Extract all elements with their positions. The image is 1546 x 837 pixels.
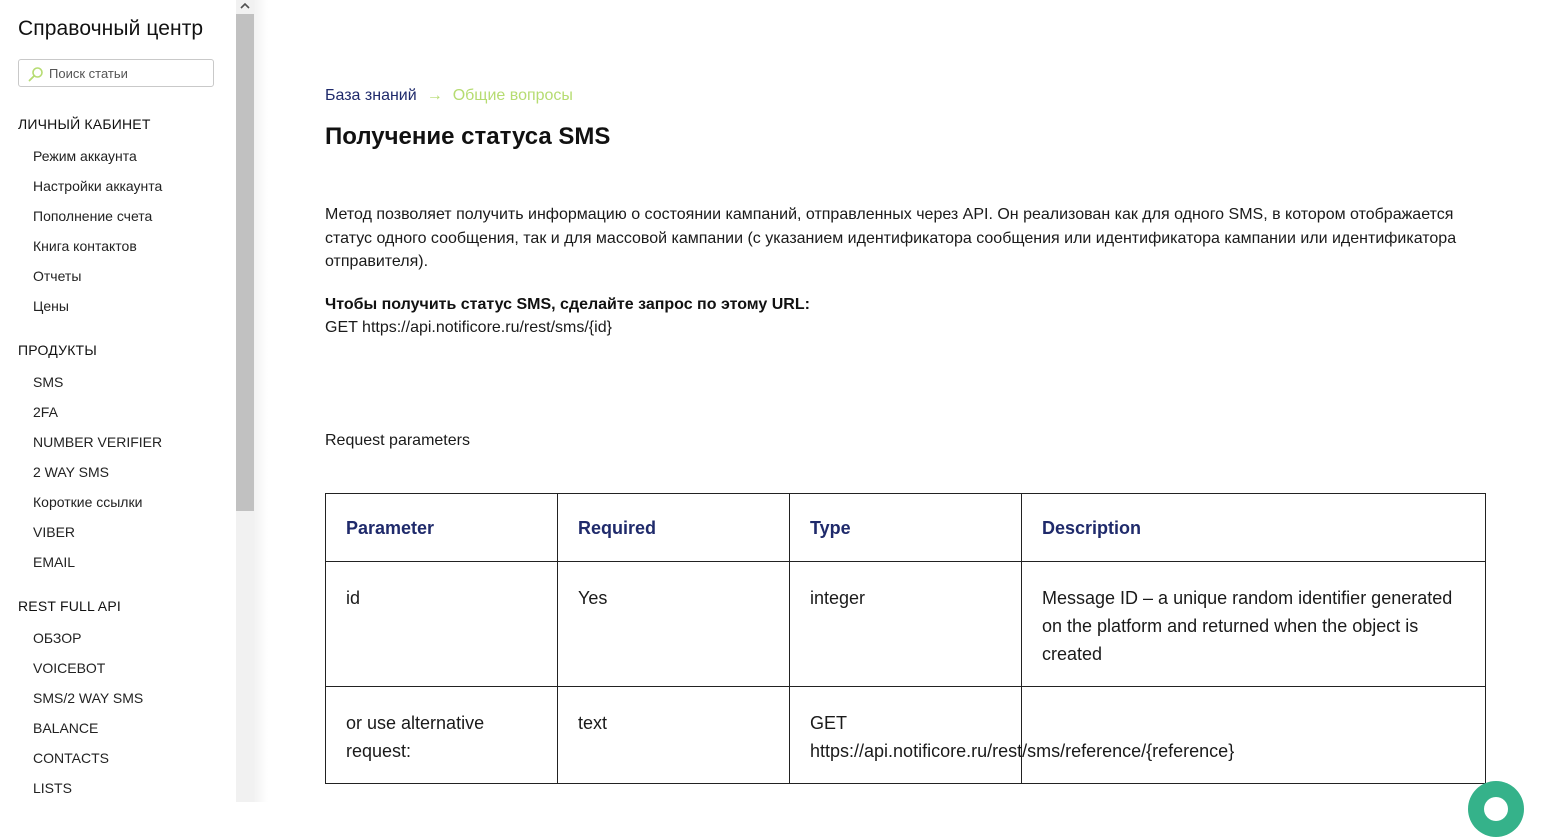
scroll-up-button[interactable] [236,0,254,14]
column-header-parameter: Parameter [326,494,558,562]
table-cell: Message ID – a unique random identifier generated on the platform and returned when the object is created [1022,562,1486,687]
table-cell: id [326,562,558,687]
sidebar-item-viber[interactable]: VIBER [33,524,76,540]
scrollbar-thumb[interactable] [236,14,254,511]
column-header-required: Required [558,494,790,562]
chat-widget-button[interactable] [1468,781,1524,837]
search-input[interactable] [49,61,209,85]
table-cell: GET https://api.notificore.ru/rest/sms/reference/{reference} [790,687,1022,784]
intro-paragraph: Метод позволяет получить информацию о состоянии кампаний, отправленных через API. Он реализован как для одного SMS, в котором отображается статус одного сообщения, так и для массовой кампании (с указанием идентификатора сообщения или идентификатора кампании или идентификатора отправителя). [325,206,1457,270]
table-cell [1022,687,1486,784]
sidebar-item-email[interactable]: EMAIL [33,554,76,570]
sidebar-item-short-links[interactable]: Короткие ссылки [33,494,143,510]
sidebar-item-lists[interactable]: LISTS [33,780,72,796]
request-url: GET https://api.notificore.ru/rest/sms/{id} [325,319,612,336]
request-parameters-label: Request parameters [325,432,470,449]
sidebar-item-balance[interactable]: BALANCE [33,720,99,736]
sidebar-item-contact-book[interactable]: Книга контактов [33,238,137,254]
table-cell: Yes [558,562,790,687]
table-row [326,687,1486,784]
table-cell: integer [790,562,1022,687]
request-instruction: Чтобы получить статус SMS, сделайте запрос по этому URL: [325,296,810,313]
nav-heading: ЛИЧНЫЙ КАБИНЕТ [18,116,151,132]
search-box[interactable] [18,59,214,87]
nav-section-account [18,114,228,321]
table-row [326,562,1486,687]
sidebar-item-2fa[interactable]: 2FA [33,404,58,420]
breadcrumb [325,87,573,105]
breadcrumb-home-link[interactable]: База знаний [325,87,417,104]
table-header-row [326,494,1486,562]
parameters-table [325,493,1486,784]
nav-heading: ПРОДУКТЫ [18,342,97,358]
table-cell: text [558,687,790,784]
nav-section-rest-api [18,596,228,802]
sidebar-item-top-up[interactable]: Пополнение счета [33,208,153,224]
page-title: Получение статуса SMS [325,123,611,150]
search-icon [28,66,44,82]
column-header-description: Description [1022,494,1486,562]
sidebar-item-prices[interactable]: Цены [33,298,69,314]
sidebar-item-2-way-sms[interactable]: 2 WAY SMS [33,464,109,480]
sidebar-item-sms-2-way-sms[interactable]: SMS/2 WAY SMS [33,690,144,706]
table-cell: or use alternative request: [326,687,558,784]
chat-icon [1484,797,1508,821]
sidebar-shadow [254,0,268,802]
nav-section-products [18,340,228,577]
sidebar-item-sms[interactable]: SMS [33,374,64,390]
sidebar-item-contacts[interactable]: CONTACTS [33,750,109,766]
sidebar-item-number-verifier[interactable]: NUMBER VERIFIER [33,434,163,450]
sidebar-item-account-settings[interactable]: Настройки аккаунта [33,178,163,194]
column-header-type: Type [790,494,1022,562]
main-content [325,0,1485,802]
chevron-up-icon [236,0,254,14]
nav-heading: REST FULL API [18,598,121,614]
sidebar-item-reports[interactable]: Отчеты [33,268,82,284]
sidebar-item-account-mode[interactable]: Режим аккаунта [33,148,137,164]
arrow-right-icon: → [426,87,443,104]
breadcrumb-current[interactable]: Общие вопросы [452,87,573,104]
sidebar-item-overview[interactable]: ОБЗОР [33,630,82,646]
sidebar-title: Справочный центр [18,17,204,40]
sidebar-item-voicebot[interactable]: VOICEBOT [33,660,106,676]
sidebar [0,0,236,802]
